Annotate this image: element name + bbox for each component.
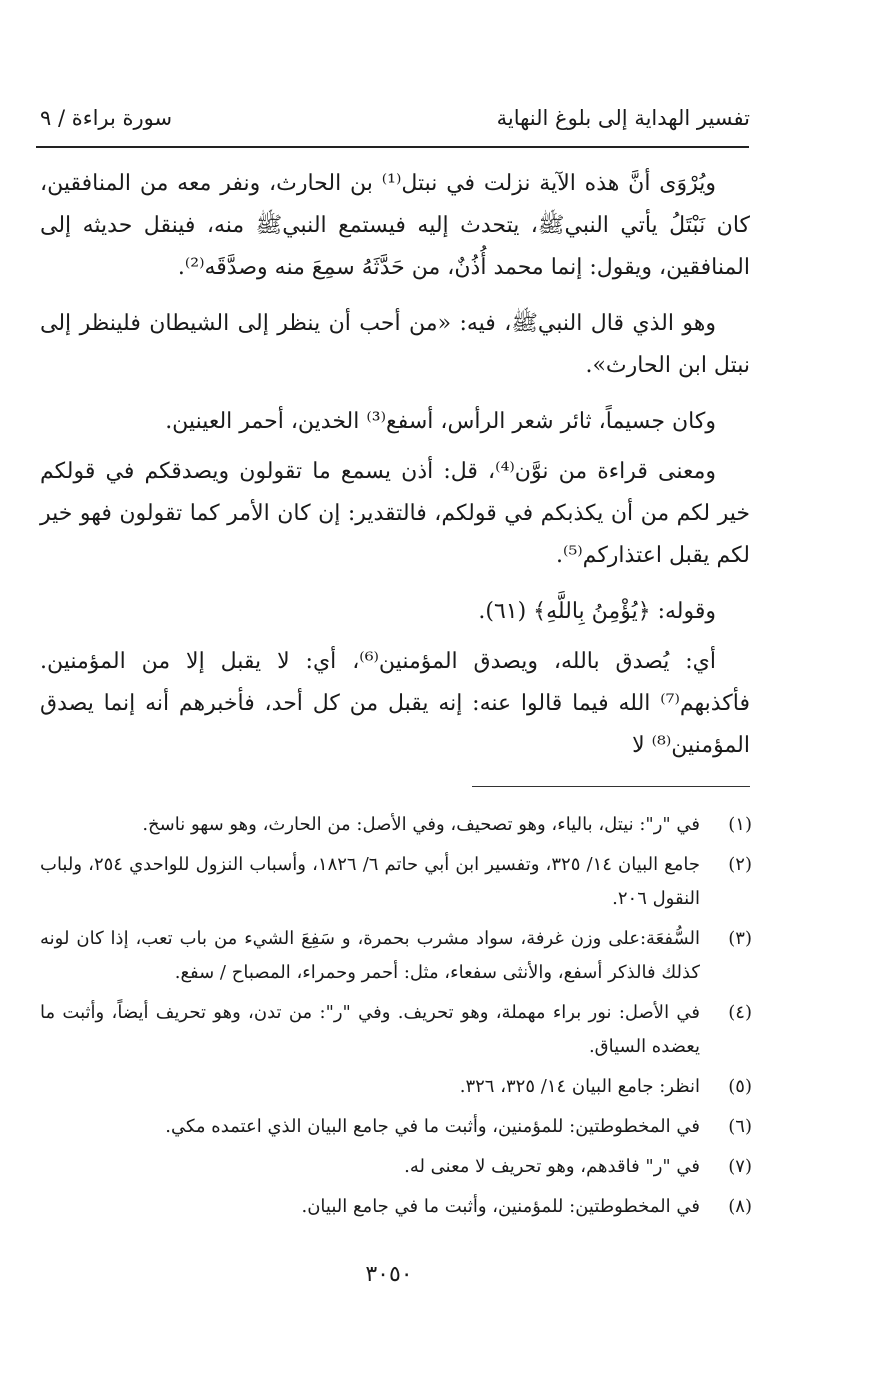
paragraph: أي: يُصدق بالله، ويصدق المؤمنين⁽⁶⁾، أي: لا يقبل إلا من المؤمنين. فأكذبهم⁽⁷⁾ الله فيما قالوا عنه: إنه يقبل من كل أحد، فأخبرهم أنه إنما يصدق المؤمنين⁽⁸⁾ لا <box>40 649 750 758</box>
footnote-rule <box>472 786 750 787</box>
footnote-number: (٣) <box>728 928 752 949</box>
header-rule <box>36 146 749 148</box>
paragraph: وكان جسيماً، ثائر شعر الرأس، أسفع⁽³⁾ الخدين، أحمر العينين. <box>165 409 716 434</box>
footnote-number: (٦) <box>728 1116 752 1137</box>
paragraph: وهو الذي قال النبيﷺ، فيه: «من أحب أن ينظر إلى الشيطان فلينظر إلى نبتل ابن الحارث». <box>40 311 750 378</box>
footnote-text: في "ر" فاقدهم، وهو تحريف لا معنى له. <box>404 1156 700 1177</box>
footnote-number: (٥) <box>728 1076 752 1097</box>
running-header <box>40 106 750 140</box>
paragraph: وقوله: ﴿يُؤْمِنُ بِاللَّهِ﴾ (٦١). <box>478 599 716 624</box>
footnote-text: السُّفعَة:على وزن غرفة، سواد مشرب بحمرة، و سَفِعَ الشيء من باب تعب، إذا كان لونه كذلك فالذكر أسفع، والأنثى سفعاء، مثل: أحمر وحمراء، المصباح / سفع. <box>40 928 700 983</box>
footnote-number: (٢) <box>728 854 752 875</box>
footnote-text: في المخطوطتين: للمؤمنين، وأثبت ما في جامع البيان. <box>301 1196 700 1217</box>
footnote-number: (٤) <box>728 1002 752 1023</box>
paragraph: ويُرْوَى أنَّ هذه الآية نزلت في نبتل⁽¹⁾ بن الحارث، ونفر معه من المنافقين، كان نَبْتَلُ يأتي النبيﷺ، يتحدث إليه فيستمع النبيﷺ منه، فينقل حديثه إلى المنافقين، ويقول: إنما محمد أُذُنٌ، من حَدَّثَهُ سمِعَ منه وصدَّقَه⁽²⁾. <box>40 171 750 280</box>
footnote-text: انظر: جامع البيان ١٤/ ٣٢٥، ٣٢٦. <box>459 1076 700 1097</box>
footnotes <box>40 808 752 1230</box>
book-title: تفسير الهداية إلى بلوغ النهاية <box>496 106 750 130</box>
footnote <box>40 922 752 990</box>
footnote <box>40 996 752 1064</box>
footnote <box>40 1190 752 1224</box>
surah-page-label: سورة براءة / ٩ <box>40 106 173 130</box>
footnote-text: في "ر": نيتل، بالياء، وهو تصحيف، وفي الأصل: من الحارث، وهو سهو ناسخ. <box>142 814 700 835</box>
paragraph: ومعنى قراءة من نوَّن⁽⁴⁾، قل: أذن يسمع ما تقولون ويصدقكم في قولكم خير لكم من أن يكذبكم في قولكم، فالتقدير: إن كان الأمر كما تقولون فهو خير لكم يقبل اعتذاركم⁽⁵⁾. <box>40 459 750 568</box>
footnote <box>40 1110 752 1144</box>
page-number: ٣٠٥٠ <box>365 1262 413 1287</box>
footnote-number: (٧) <box>728 1156 752 1177</box>
footnote <box>40 1150 752 1184</box>
footnote <box>40 848 752 916</box>
main-text <box>40 163 750 781</box>
footnote <box>40 1070 752 1104</box>
footnote-number: (١) <box>728 814 752 835</box>
footnote-text: في المخطوطتين: للمؤمنين، وأثبت ما في جامع البيان الذي اعتمده مكي. <box>165 1116 700 1137</box>
footnote-text: جامع البيان ١٤/ ٣٢٥، وتفسير ابن أبي حاتم ٦/ ١٨٢٦، وأسباب النزول للواحدي ٢٥٤، ولباب النقول ٢٠٦. <box>40 854 701 909</box>
footnote <box>40 808 752 842</box>
footnote-text: في الأصل: نور براء مهملة، وهو تحريف. وفي "ر": من تدن، وهو تحريف أيضاً، وأثبت ما يعضده السياق. <box>40 1002 700 1057</box>
footnote-number: (٨) <box>728 1196 752 1217</box>
